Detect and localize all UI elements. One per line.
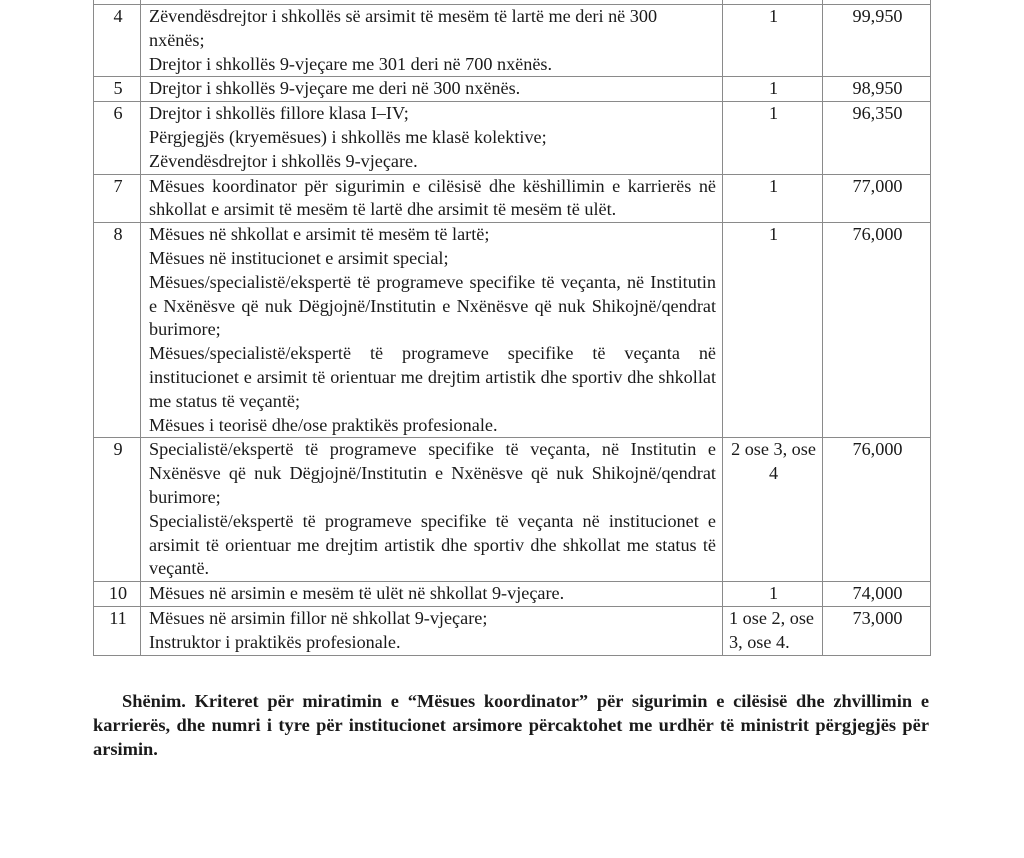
- position-line: Instruktor i praktikës profesionale.: [149, 631, 401, 652]
- position-line: Mësues në arsimin e mesëm të ulët në shkollat 9-vjeçare.: [149, 583, 565, 604]
- position-cell: [141, 102, 723, 174]
- category-cell: 1: [723, 5, 823, 77]
- row-number: 11: [94, 606, 141, 655]
- position-cell: [141, 582, 723, 607]
- position-cell: [141, 5, 723, 77]
- category-cell: 1: [723, 77, 823, 102]
- position-cell: [141, 77, 723, 102]
- table-row: [94, 582, 931, 607]
- salary-cell: 96,350: [823, 102, 931, 174]
- row-number: 6: [94, 102, 141, 174]
- position-cell: [141, 174, 723, 223]
- table-row: [94, 438, 931, 582]
- category-cell: 1: [723, 102, 823, 174]
- position-line: Mësues/specialistë/ekspertë të programeve specifike të veçanta në institucionet e arsimit të orientuar me drejtim artistik dhe sportiv dhe shkollat me status të veçantë;: [149, 343, 716, 411]
- salary-cell: 77,000: [823, 174, 931, 223]
- position-line: Zëvendësdrejtor i shkollës 9-vjeçare.: [149, 150, 418, 171]
- salary-cell: 98,950: [823, 77, 931, 102]
- row-number: 10: [94, 582, 141, 607]
- category-cell: 1: [723, 174, 823, 223]
- row-number: 8: [94, 223, 141, 438]
- salary-cell: 76,000: [823, 223, 931, 438]
- salary-cell: 76,000: [823, 438, 931, 582]
- category-cell: 1 ose 2, ose 3, ose 4.: [723, 606, 823, 655]
- position-line: Mësues/specialistë/ekspertë të programeve specifike të veçanta, në Institutin e Nxënësve që nuk Dëgjojnë/Institutin e Nxënësve që nuk Shikojnë/qendrat burimore;: [149, 271, 716, 340]
- row-number: 4: [94, 5, 141, 77]
- table-row: [94, 102, 931, 174]
- position-line: Mësues koordinator për sigurimin e cilësisë dhe këshillimin e karrierës në shkollat e arsimit të mesëm të lartë dhe arsimit të mesëm të ulët.: [149, 175, 716, 220]
- position-line: Specialistë/ekspertë të programeve specifike të veçanta në institucionet e arsimit të orientuar me drejtim artistik dhe sportiv dhe shkollat me status të veçantë.: [149, 510, 716, 579]
- category-cell: 1: [723, 223, 823, 438]
- position-cell: [141, 438, 723, 582]
- table-row: [94, 77, 931, 102]
- salary-cell: 74,000: [823, 582, 931, 607]
- position-line: Drejtor i shkollës 9-vjeçare me 301 deri në 700 nxënës.: [149, 53, 553, 74]
- row-number: 5: [94, 77, 141, 102]
- table-row: [94, 174, 931, 223]
- position-line: Drejtor i shkollës fillore klasa I–IV;: [149, 103, 409, 124]
- position-cell: [141, 223, 723, 438]
- position-line: Zëvendësdrejtor i shkollës së arsimit të mesëm të lartë me deri në 300 nxënës;: [149, 6, 658, 50]
- table-row: [94, 223, 931, 438]
- row-number: 7: [94, 174, 141, 223]
- salary-table: [93, 0, 931, 656]
- position-line: Mësues në institucionet e arsimit special;: [149, 247, 449, 268]
- position-line: Drejtor i shkollës 9-vjeçare me deri në 300 nxënës.: [149, 78, 521, 99]
- salary-cell: 73,000: [823, 606, 931, 655]
- position-line: Përgjegjës (kryemësues) i shkollës me klasë kolektive;: [149, 126, 547, 147]
- category-cell: 1: [723, 582, 823, 607]
- footnote: Shënim. Kriteret për miratimin e “Mësues koordinator” për sigurimin e cilësisë dhe zhvillimin e karrierës, dhe numri i tyre për institucionet arsimore përcaktohet me urdhër të ministrit përgjegjës për arsimin.: [93, 691, 929, 759]
- position-cell: [141, 606, 723, 655]
- table-row: [94, 5, 931, 77]
- position-line: Specialistë/ekspertë të programeve specifike të veçanta, në Institutin e Nxënësve që nuk Dëgjojnë/Institutin e Nxënësve që nuk Shikojnë/qendrat burimore;: [149, 439, 716, 507]
- position-line: Mësues në arsimin fillor në shkollat 9-vjeçare;: [149, 607, 488, 628]
- row-number: 9: [94, 438, 141, 582]
- position-line: Mësues në shkollat e arsimit të mesëm të lartë;: [149, 224, 490, 245]
- salary-cell: 99,950: [823, 5, 931, 77]
- table-row: [94, 606, 931, 655]
- category-cell: 2 ose 3, ose 4: [723, 438, 823, 582]
- position-line: Mësues i teorisë dhe/ose praktikës profesionale.: [149, 414, 498, 435]
